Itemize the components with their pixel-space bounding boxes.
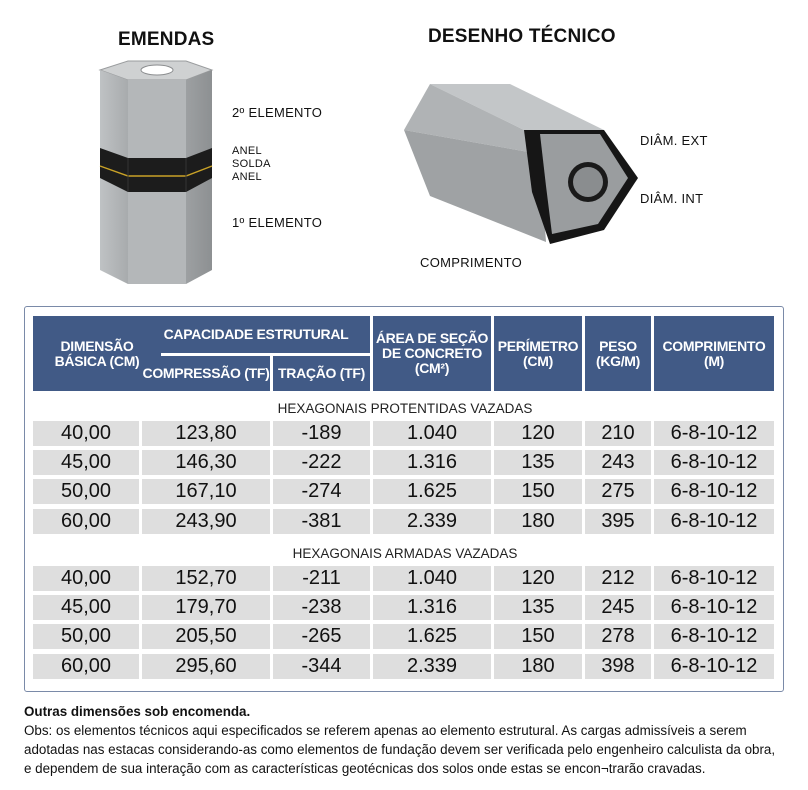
cell-comprimento: 6-8-10-12 <box>654 509 774 534</box>
cell-area: 1.040 <box>373 566 491 591</box>
cell-compressao: 167,10 <box>142 479 270 504</box>
cell-area: 1.316 <box>373 450 491 475</box>
cell-peso: 278 <box>585 624 651 649</box>
cell-area: 1.040 <box>373 421 491 446</box>
cell-compressao: 205,50 <box>142 624 270 649</box>
cell-compressao: 152,70 <box>142 566 270 591</box>
cell-perimetro: 150 <box>494 479 582 504</box>
cell-dimensao: 50,00 <box>33 479 139 504</box>
cell-perimetro: 135 <box>494 450 582 475</box>
cell-comprimento: 6-8-10-12 <box>654 479 774 504</box>
notes-section <box>24 702 786 778</box>
cell-peso: 210 <box>585 421 651 446</box>
label-comprimento: COMPRIMENTO <box>420 255 523 270</box>
desenho-tecnico-illustration <box>400 82 645 252</box>
cell-peso: 245 <box>585 595 651 620</box>
label-solda: SOLDA <box>232 158 271 170</box>
cell-comprimento: 6-8-10-12 <box>654 566 774 591</box>
cell-area: 2.339 <box>373 509 491 534</box>
cell-dimensao: 60,00 <box>33 654 139 679</box>
header-peso: PESO (KG/M) <box>585 316 651 391</box>
cell-compressao: 295,60 <box>142 654 270 679</box>
header-area: ÁREA DE SEÇÃO DE CONCRETO (CM²) <box>373 316 491 391</box>
note-encomenda: Outras dimensões sob encomenda. <box>24 704 251 719</box>
cell-peso: 275 <box>585 479 651 504</box>
cell-area: 1.625 <box>373 479 491 504</box>
cell-dimensao: 50,00 <box>33 624 139 649</box>
note-obs: Obs: os elementos técnicos aqui especificados se referem apenas ao elemento estrutural. As cargas admissíveis a serem adotadas nas estacas considerando-as como elementos de fundação devem ser verificada pelo engenheiro calculista da obra, e dependem de sua interação com as características geotécnicas dos solos onde estas se encon¬trarão cravadas. <box>24 723 776 776</box>
header-capacidade: CAPACIDADE ESTRUTURAL <box>142 316 370 353</box>
cell-area: 1.316 <box>373 595 491 620</box>
cell-peso: 395 <box>585 509 651 534</box>
cell-peso: 398 <box>585 654 651 679</box>
cell-tracao: -211 <box>273 566 370 591</box>
header-tracao: TRAÇÃO (TF) <box>273 356 370 391</box>
specs-table <box>24 306 784 692</box>
cell-comprimento: 6-8-10-12 <box>654 450 774 475</box>
header-dimensao: DIMENSÃO BÁSICA (CM) <box>33 316 161 391</box>
cell-tracao: -189 <box>273 421 370 446</box>
cell-dimensao: 40,00 <box>33 566 139 591</box>
cell-area: 1.625 <box>373 624 491 649</box>
desenho-tecnico-title: DESENHO TÉCNICO <box>428 26 616 47</box>
group-title-protentidas: HEXAGONAIS PROTENTIDAS VAZADAS <box>277 401 533 416</box>
cell-tracao: -344 <box>273 654 370 679</box>
cell-perimetro: 180 <box>494 509 582 534</box>
cell-tracao: -274 <box>273 479 370 504</box>
cell-compressao: 146,30 <box>142 450 270 475</box>
cell-dimensao: 60,00 <box>33 509 139 534</box>
cell-comprimento: 6-8-10-12 <box>654 624 774 649</box>
cell-perimetro: 120 <box>494 566 582 591</box>
label-diam-ext: DIÂM. EXT <box>640 133 708 148</box>
cell-compressao: 243,90 <box>142 509 270 534</box>
label-1-elemento: 1º ELEMENTO <box>232 215 323 230</box>
cell-perimetro: 120 <box>494 421 582 446</box>
cell-comprimento: 6-8-10-12 <box>654 654 774 679</box>
cell-peso: 212 <box>585 566 651 591</box>
header-perimetro: PERÍMETRO (CM) <box>494 316 582 391</box>
cell-dimensao: 40,00 <box>33 421 139 446</box>
cell-dimensao: 45,00 <box>33 595 139 620</box>
cell-perimetro: 135 <box>494 595 582 620</box>
cell-compressao: 123,80 <box>142 421 270 446</box>
label-anel-top: ANEL <box>232 145 262 157</box>
cell-area: 2.339 <box>373 654 491 679</box>
label-diam-int: DIÂM. INT <box>640 191 704 206</box>
pile-top-hole <box>141 65 173 75</box>
header-comprimento: COMPRIMENTO (M) <box>654 316 774 391</box>
label-2-elemento: 2º ELEMENTO <box>232 105 323 120</box>
cell-compressao: 179,70 <box>142 595 270 620</box>
group-title-armadas: HEXAGONAIS ARMADAS VAZADAS <box>292 546 518 561</box>
emendas-title: EMENDAS <box>118 29 215 50</box>
cell-tracao: -222 <box>273 450 370 475</box>
cell-perimetro: 150 <box>494 624 582 649</box>
cell-tracao: -381 <box>273 509 370 534</box>
cell-tracao: -238 <box>273 595 370 620</box>
cell-comprimento: 6-8-10-12 <box>654 595 774 620</box>
label-anel-bottom: ANEL <box>232 171 262 183</box>
emendas-pile-illustration <box>88 58 228 288</box>
header-compressao: COMPRESSÃO (TF) <box>142 356 270 391</box>
cell-peso: 243 <box>585 450 651 475</box>
cell-comprimento: 6-8-10-12 <box>654 421 774 446</box>
cell-perimetro: 180 <box>494 654 582 679</box>
cell-tracao: -265 <box>273 624 370 649</box>
cell-dimensao: 45,00 <box>33 450 139 475</box>
